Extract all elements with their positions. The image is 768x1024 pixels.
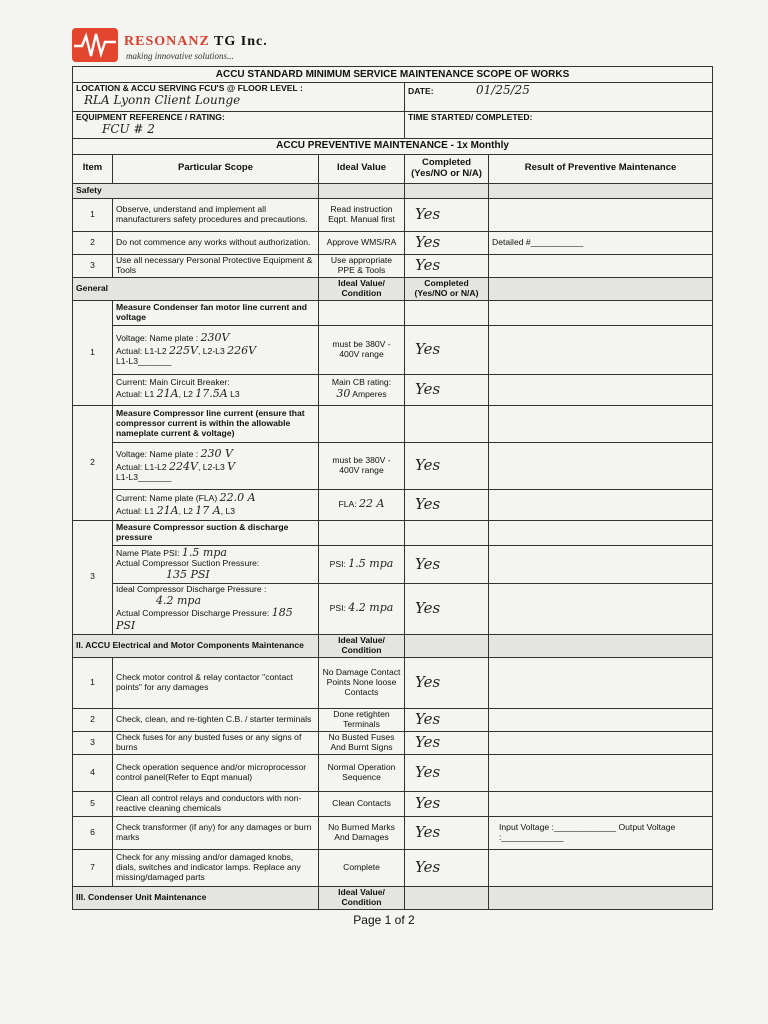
table-row: Current: Main Circuit Breaker: Actual: L1 21A, L2 17.5A L3 Main CB rating: 30 Amperes Yes	[73, 374, 713, 405]
section-title: ACCU PREVENTIVE MAINTENANCE - 1x Monthly	[73, 138, 713, 154]
table-row: 1 Observe, understand and implement all manufacturers safety procedures and precautions. Read instruction Eqpt. Manual first Yes	[73, 198, 713, 231]
page-number: Page 1 of 2	[353, 913, 415, 927]
completed-mark: Yes	[405, 325, 489, 374]
waveform-logo-icon	[72, 28, 118, 62]
table-row: 4 Check operation sequence and/or microprocessor control panel(Refer to Eqpt manual) Normal Operation Sequence Yes	[73, 754, 713, 791]
completed-mark: Yes	[405, 816, 489, 849]
table-row: Voltage: Name plate : 230 V Actual: L1-L2 224V, L2-L3 V L1-L3_______ must be 380V - 400V range Yes	[73, 442, 713, 489]
table-row: 7 Check for any missing and/or damaged knobs, dials, switches and indicator lamps. Replace any missing/damaged parts Complete Yes	[73, 849, 713, 886]
date-label: DATE:	[408, 86, 434, 96]
completed-mark: Yes	[405, 657, 489, 708]
completed-mark: Yes	[405, 849, 489, 886]
col-scope: Particular Scope	[113, 154, 319, 183]
completed-mark: Yes	[405, 754, 489, 791]
table-row: Current: Name plate (FLA) 22.0 A Actual: L1 21A, L2 17 A, L3 FLA: 22 A Yes	[73, 489, 713, 520]
completed-mark: Yes	[405, 545, 489, 583]
table-row: 3 Check fuses for any busted fuses or any signs of burns No Busted Fuses And Burnt Signs Yes	[73, 731, 713, 754]
electrical-heading: II. ACCU Electrical and Motor Components Maintenance	[73, 634, 319, 657]
equipment-cell	[73, 112, 405, 139]
brand-name-a: RESONANZ	[124, 34, 210, 49]
completed-mark: Yes	[405, 231, 489, 254]
brand-name	[124, 34, 268, 50]
table-row: 1 Check motor control & relay contactor "contact points" for any damages No Damage Contact Points None loose Contacts Yes	[73, 657, 713, 708]
location-cell	[73, 83, 405, 112]
col-completed: Completed (Yes/NO or N/A)	[405, 154, 489, 183]
location-value: RLA Lyonn Client Lounge	[84, 92, 241, 107]
completed-mark: Yes	[405, 731, 489, 754]
maintenance-form-table: ACCU STANDARD MINIMUM SERVICE MAINTENANCE SCOPE OF WORKS LOCATION & ACCU SERVING FCU'S @ FLOOR LEVEL : RLA Lyonn Client Lounge DATE: 01/25/25 EQUIPMENT REFERENCE / RATING: FCU # 2 TIME STARTED/ COMPLETED: ACCU PREVENTIVE MAINTENANCE - 1x Monthly Item Particular Scope Ideal Value Completed (Yes/NO or N/A) Result of Preventive Maintenance Safety 1 Observe, understand and implement all manufacturers safety procedures and precautions. Read instruction Eqpt. Manual first Yes 2 Do not commence any works without authorization. Approve WMS/RA Yes Detailed #___________ 3 Use all necessary Personal Protective Equipment & Tools Use appropriate PPE & Tools Yes General Ideal Value/ Condition Completed (Yes/NO or N/A) 1 Measure Condenser fan motor line current and voltage Voltage: Name plate : 230V Actual: L1-L2 225V, L2-L3 226V L1-L3_______ must be 380V - 400V range Yes Current: Main Circuit Breaker: Actual: L1 21A, L2 17.5A L3 Main CB rating: 30 Amperes Yes 2 Measure Compressor line current (ensure that compressor current is within the allowable nameplate current & voltage) Voltage: Name plate : 230 V Actual: L1-L2 224V, L2-L3 V L1-L3_______ must be 380V - 400V range Yes Current: Name plate (FLA) 22.0 A Actual: L1 21A, L2 17 A, L3 FLA: 22 A Yes 3 Measure Compressor suction & discharge pressure Name Plate PSI: 1.5 mpa Actual Compressor Suction Pressure: 135 PSI PSI: 1.5 mpa Yes Ideal Compressor Discharge Pressure : 4.2 mpa Actual Compressor Discharge Pressure: 185 PSI PSI: 4.2 mpa Yes II. ACCU Electrical and Motor Components Maintenance Ideal Value/ Condition 1 Check motor control & relay contactor "contact points" for any damages No Damage Contact Points None loose Contacts Yes 2 Check, clean, and re-tighten C.B. / starter terminals Done retighten Terminals Yes 3 Check fuses for any busted fuses or any signs of burns No Busted Fuses And Burnt Signs Yes 4 Check operation sequence and/or microprocessor control panel(Refer to Eqpt manual) Normal Operation Sequence Yes 5 Clean all control relays and conductors with non-reactive cleaning chemicals Clean Contacts Yes 6 Check transformer (if any) for any damages or burn marks No Burned Marks And Damages Yes Input Voltage :_____________ Output Voltage :_____________ 7 Check for any missing and/or damaged knobs, dials, switches and indicator lamps. Replace any missing/damaged parts Complete Yes III. Condenser Unit Maintenance Ideal Value/ Condition	[72, 66, 713, 910]
safety-heading: Safety	[73, 183, 319, 198]
col-result: Result of Preventive Maintenance	[489, 154, 713, 183]
table-row: 2 Check, clean, and re-tighten C.B. / starter terminals Done retighten Terminals Yes	[73, 708, 713, 731]
completed-mark: Yes	[405, 254, 489, 277]
table-row: Name Plate PSI: 1.5 mpa Actual Compressor Suction Pressure: 135 PSI PSI: 1.5 mpa Yes	[73, 545, 713, 583]
general-heading: General	[73, 277, 319, 300]
brand-name-b: TG Inc.	[209, 34, 268, 49]
col-ideal: Ideal Value	[319, 154, 405, 183]
completed-mark: Yes	[405, 374, 489, 405]
table-row: 3 Use all necessary Personal Protective Equipment & Tools Use appropriate PPE & Tools Yes	[73, 254, 713, 277]
completed-mark: Yes	[405, 198, 489, 231]
table-row: 2 Do not commence any works without authorization. Approve WMS/RA Yes Detailed #___________	[73, 231, 713, 254]
form-title: ACCU STANDARD MINIMUM SERVICE MAINTENANCE SCOPE OF WORKS	[73, 67, 713, 83]
company-logo	[72, 26, 292, 66]
table-row: 6 Check transformer (if any) for any damages or burn marks No Burned Marks And Damages Yes Input Voltage :_____________ Output Voltage :_____________	[73, 816, 713, 849]
table-row: Ideal Compressor Discharge Pressure : 4.2 mpa Actual Compressor Discharge Pressure: 185 PSI PSI: 4.2 mpa Yes	[73, 583, 713, 634]
completed-mark: Yes	[405, 442, 489, 489]
location-label: LOCATION & ACCU SERVING FCU'S @ FLOOR LEVEL :	[76, 83, 303, 93]
date-value: 01/25/25	[476, 83, 530, 97]
completed-mark: Yes	[405, 791, 489, 816]
date-cell	[405, 83, 713, 112]
brand-tagline: making innovative solutions...	[126, 51, 234, 61]
col-item: Item	[73, 154, 113, 183]
equipment-label: EQUIPMENT REFERENCE / RATING:	[76, 112, 225, 122]
time-label: TIME STARTED/ COMPLETED:	[405, 112, 713, 139]
completed-mark: Yes	[405, 708, 489, 731]
completed-mark: Yes	[405, 489, 489, 520]
condenser-heading: III. Condenser Unit Maintenance	[73, 886, 319, 909]
completed-mark: Yes	[405, 583, 489, 634]
table-row: 5 Clean all control relays and conductors with non-reactive cleaning chemicals Clean Contacts Yes	[73, 791, 713, 816]
table-row: Voltage: Name plate : 230V Actual: L1-L2 225V, L2-L3 226V L1-L3_______ must be 380V - 400V range Yes	[73, 325, 713, 374]
equipment-value: FCU # 2	[102, 121, 155, 136]
